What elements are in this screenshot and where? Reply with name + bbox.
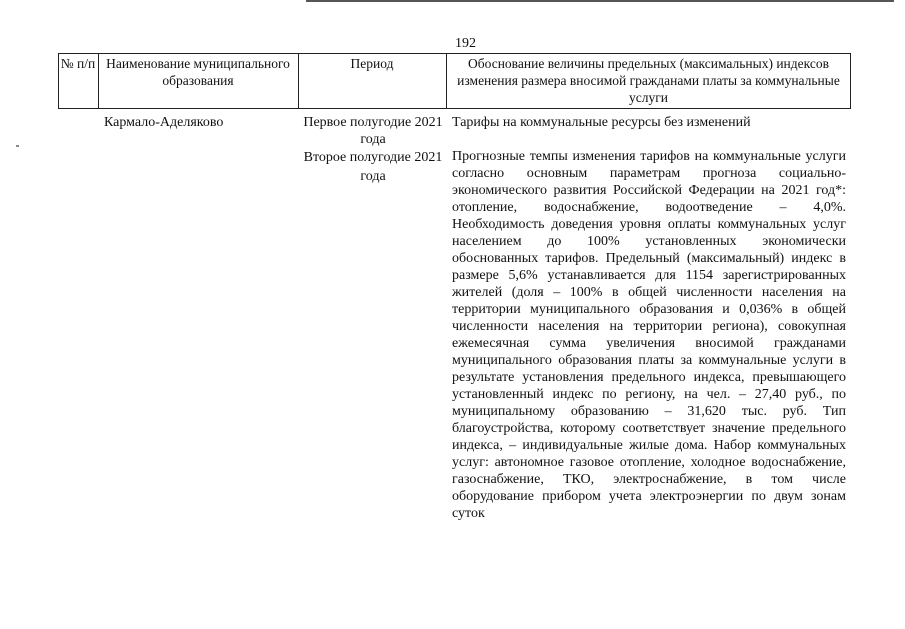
header-number: № п/п — [60, 56, 96, 71]
justification-second-half: Прогнозные темпы изменения тарифов на коммунальные услуги согласно основным параметрам прогноза социально-экономического развития Российской Федерации на 2021 год*: отопление, водоснабжение, водоотведение – 4,0%. Необходимость доведения уровня оплаты коммунальных услуг населением до 100% установленных экономически обоснованных тарифов. Предельный (максимальный) индекс в размере 5,6% устанавливается для 1154 зарегистрированных жителей (доля – 100% в общей численности населения на территории муниципального образования и 0,036% в общей численности населения на территории региона), совокупная ежемесячная сумма увеличения вносимой гражданами муниципального образования платы за коммунальные услуги в результате установления предельного индекса, превышающего установленный индекс по региону, на чел. – 27,40 руб., по муниципальному образованию – 31,620 тыс. руб. Тип благоустройства, которому соответствует значение предельного индекса, – индивидуальные жилые дома. Набор коммунальных услуг: автономное газовое отопление, холодное водоснабжение, газоснабжение, ТКО, электроснабжение, в том числе оборудование прибором учета электроэнергии по двум зонам суток — [452, 149, 846, 521]
period-second-half: Второе полугодие 2021 года — [303, 150, 443, 184]
margin-mark — [16, 145, 19, 147]
municipality-name: Кармало-Аделяково — [104, 115, 224, 130]
header-period: Период — [350, 56, 394, 71]
period-first-half: Первое полугодие 2021 года — [303, 115, 443, 147]
header-municipality-name: Наименование муниципального образования — [106, 56, 290, 88]
page-number: 192 — [455, 36, 476, 51]
top-rule — [306, 0, 894, 2]
justification-first-half: Тарифы на коммунальные ресурсы без изменений — [452, 115, 751, 130]
header-justification: Обоснование величины предельных (максимальных) индексов изменения размера вносимой гражданами платы за коммунальные услуги — [457, 56, 840, 105]
